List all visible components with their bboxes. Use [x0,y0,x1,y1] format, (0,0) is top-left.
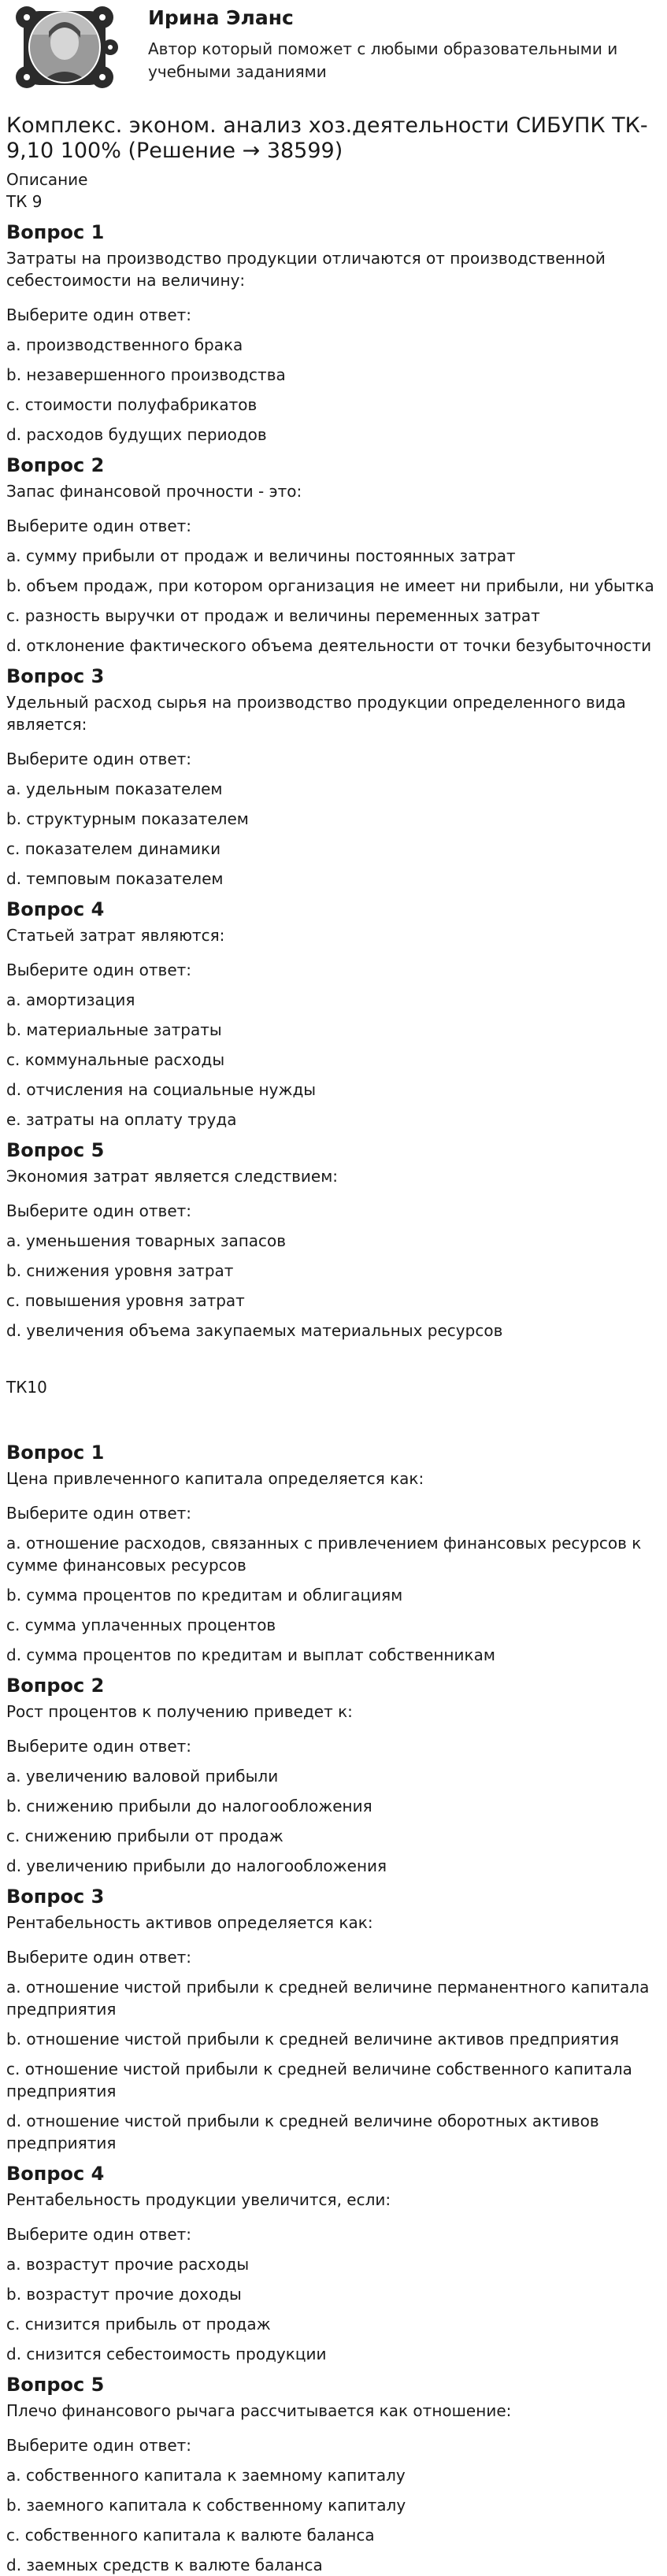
question-heading: Вопрос 3 [6,1886,105,1908]
question-block [6,898,661,1131]
question-text: Рентабельность продукции увеличится, если: [6,2190,391,2209]
answer-prompt: Выберите один ответ: [6,749,192,768]
section-label: ТК10 [6,1378,47,1397]
question-text: Цена привлеченного капитала определяется как: [6,1469,424,1488]
answer-option: d. расходов будущих периодов [6,425,267,444]
answer-option: c. сумма уплаченных процентов [6,1616,276,1634]
answer-option: a. производственного брака [6,335,243,354]
question-block [6,1138,661,1342]
section-tk9 [6,191,661,1342]
answer-option: c. снизится прибыль от продаж [6,2315,271,2334]
question-block [6,1885,661,2154]
answer-prompt: Выберите один ответ: [6,2436,192,2455]
answer-option: a. увеличению валовой прибыли [6,1767,279,1786]
answer-option: a. возрастут прочие расходы [6,2255,250,2274]
answer-option: b. заемного капитала к собственному капиталу [6,2496,406,2515]
answer-option: a. уменьшения товарных запасов [6,1231,287,1250]
answer-prompt: Выберите один ответ: [6,2225,192,2244]
answer-option: b. незавершенного производства [6,365,286,384]
description-label: Описание [6,170,88,189]
question-block [6,453,661,657]
answer-option: a. отношение чистой прибыли к средней величине перманентного капитала предприятия [6,1978,650,2019]
author-avatar[interactable] [13,2,123,94]
answer-option: d. заемных средств к валюте баланса [6,2556,323,2574]
question-block [6,1674,661,1877]
answer-option: b. снижения уровня затрат [6,1261,234,1280]
section-spacer [6,1398,661,1433]
question-heading: Вопрос 1 [6,1442,105,1464]
question-text: Плечо финансового рычага рассчитывается как отношение: [6,2401,512,2420]
answer-prompt: Выберите один ответ: [6,1948,192,1967]
question-text: Статьей затрат являются: [6,926,225,945]
question-block [6,220,661,446]
answer-option: a. собственного капитала к заемному капиталу [6,2466,406,2485]
question-heading: Вопрос 3 [6,665,105,687]
question-block [6,2162,661,2365]
answer-option: c. снижению прибыли от продаж [6,1827,283,1845]
author-description: Автор который поможет с любыми образовательными и учебными заданиями [148,39,618,81]
answer-prompt: Выберите один ответ: [6,1737,192,1756]
answer-option: b. возрастут прочие доходы [6,2285,242,2304]
question-heading: Вопрос 1 [6,221,105,243]
answer-option: b. материальные затраты [6,1020,222,1039]
answer-option: c. собственного капитала к валюте баланса [6,2526,375,2545]
author-header [6,0,661,102]
question-block [6,2373,661,2576]
question-text: Затраты на производство продукции отличаются от производственной себестоимости на величину: [6,249,606,290]
question-text: Удельный расход сырья на производство продукции определенного вида является: [6,693,626,734]
answer-option: c. повышения уровня затрат [6,1291,245,1310]
answer-option: b. структурным показателем [6,809,249,828]
answer-option: b. снижению прибыли до налогообложения [6,1797,372,1815]
answer-option: d. снизится себестоимость продукции [6,2345,327,2363]
answer-option: d. увеличения объема закупаемых материальных ресурсов [6,1321,503,1340]
answer-prompt: Выберите один ответ: [6,305,192,324]
section-tk10 [6,1376,661,2576]
answer-option: a. амортизация [6,990,135,1009]
answer-prompt: Выберите один ответ: [6,960,192,979]
answer-prompt: Выберите один ответ: [6,516,192,535]
answer-option: a. сумму прибыли от продаж и величины постоянных затрат [6,546,516,565]
answer-option: c. стоимости полуфабрикатов [6,395,258,414]
answer-option: b. объем продаж, при котором организация не имеет ни прибыли, ни убытка [6,576,654,595]
question-text: Рост процентов к получению приведет к: [6,1702,353,1721]
answer-option: c. разность выручки от продаж и величины переменных затрат [6,606,540,625]
answer-prompt: Выберите один ответ: [6,1504,192,1523]
question-heading: Вопрос 2 [6,1675,105,1697]
answer-prompt: Выберите один ответ: [6,1201,192,1220]
answer-option: d. увеличению прибыли до налогообложения [6,1856,387,1875]
question-text: Рентабельность активов определяется как: [6,1913,373,1932]
answer-option: d. отчисления на социальные нужды [6,1080,317,1099]
question-block [6,664,661,890]
answer-option: e. затраты на оплату труда [6,1110,237,1129]
answer-option: b. сумма процентов по кредитам и облигациям [6,1586,403,1604]
answer-option: b. отношение чистой прибыли к средней величине активов предприятия [6,2030,619,2049]
answer-option: a. удельным показателем [6,779,223,798]
author-name[interactable]: Ирина Эланс [148,6,294,29]
answer-option: d. отношение чистой прибыли к средней величине оборотных активов предприятия [6,2112,599,2152]
question-heading: Вопрос 5 [6,2374,105,2396]
section-label: ТК 9 [6,192,43,211]
answer-option: c. коммунальные расходы [6,1050,225,1069]
answer-option: a. отношение расходов, связанных с привлечением финансовых ресурсов к сумме финансовых ресурсов [6,1534,642,1575]
answer-option: c. отношение чистой прибыли к средней величине собственного капитала предприятия [6,2060,632,2100]
question-text: Запас финансовой прочности - это: [6,482,302,501]
question-heading: Вопрос 2 [6,454,105,476]
question-block [6,1441,661,1666]
question-heading: Вопрос 4 [6,2163,105,2185]
answer-option: d. темповым показателем [6,869,224,888]
question-heading: Вопрос 5 [6,1139,105,1161]
question-heading: Вопрос 4 [6,898,105,920]
answer-option: d. отклонение фактического объема деятельности от точки безубыточности [6,636,652,655]
page-title: Комплекс. эконом. анализ хоз.деятельности СИБУПК ТК- 9,10 100% (Решение → 38599) [6,113,648,163]
question-text: Экономия затрат является следствием: [6,1167,339,1186]
answer-option: c. показателем динамики [6,839,221,858]
answer-option: d. сумма процентов по кредитам и выплат собственникам [6,1645,495,1664]
